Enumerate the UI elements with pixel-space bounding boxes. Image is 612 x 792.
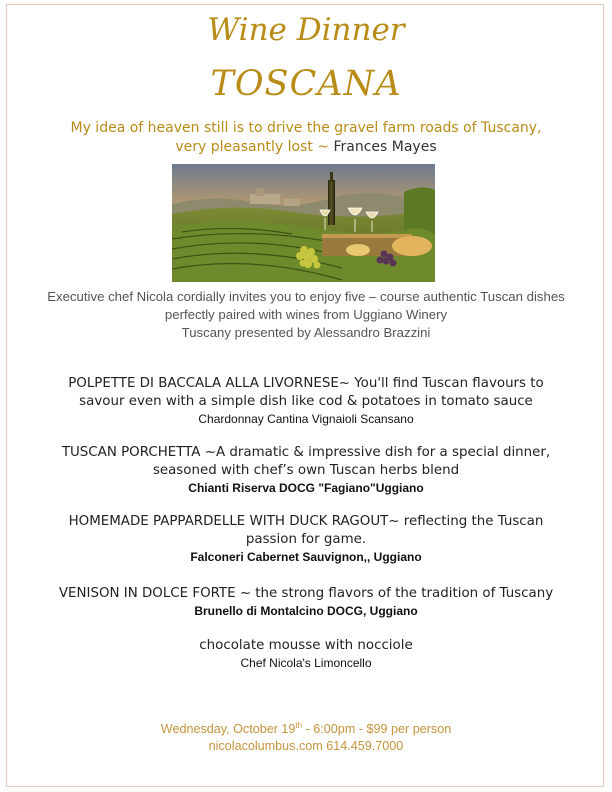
course-description-line-2: savour even with a simple dish like cod & potatoes in tomato sauce	[79, 394, 533, 409]
invitation-line-1: Executive chef Nicola cordially invites you to enjoy five – course authentic Tuscan dishes	[47, 289, 565, 304]
course-description-line-1: HOMEMADE PAPPARDELLE WITH DUCK RAGOUT~ reflecting the Tuscan	[68, 514, 544, 529]
contact-info: nicolacolumbus.com 614.459.7000	[208, 739, 404, 753]
wine-pairing: Chef Nicola's Limoncello	[240, 656, 372, 670]
tuscany-vineyard-photo	[172, 164, 435, 282]
course-4	[0, 585, 612, 619]
quote-line-1: My idea of heaven still is to drive the gravel farm roads of Tuscany,	[70, 120, 542, 136]
quote-line-2	[0, 138, 612, 157]
invitation-text	[0, 288, 612, 342]
wine-pairing: Brunello di Montalcino DOCG, Uggiano	[194, 604, 418, 618]
course-2	[0, 444, 612, 496]
event-date-price	[0, 721, 612, 736]
course-description-line-1: VENISON IN DOLCE FORTE ~ the strong flavors of the tradition of Tuscany	[58, 586, 554, 601]
course-description-line-2: seasoned with chef’s own Tuscan herbs blend	[152, 463, 460, 478]
course-description-line-1: TUSCAN PORCHETTA ~A dramatic & impressive dish for a special dinner,	[61, 445, 551, 460]
wine-pairing: Chardonnay Cantina Vignaioli Scansano	[198, 412, 414, 426]
course-description-line-2: passion for game.	[245, 532, 367, 547]
course-3	[0, 513, 612, 565]
page-subtitle: TOSCANA	[210, 64, 402, 104]
course-description-line-1: chocolate mousse with nocciole	[199, 638, 413, 653]
event-date-suffix: th	[295, 721, 303, 730]
quote-author: Frances Mayes	[333, 139, 437, 155]
event-date: Wednesday, October 19	[160, 722, 296, 737]
invitation-line-2: perfectly paired with wines from Uggiano Winery	[164, 307, 448, 322]
course-1	[0, 375, 612, 427]
invitation-line-3: Tuscany presented by Alessandro Brazzini	[181, 325, 431, 340]
quote-text: very pleasantly lost ~	[175, 139, 334, 155]
quote	[0, 119, 612, 157]
vineyard-wine-icon	[172, 164, 435, 282]
wine-pairing: Falconeri Cabernet Sauvignon,, Uggiano	[190, 550, 422, 564]
wine-pairing: Chianti Riserva DOCG "Fagiano"Uggiano	[188, 481, 424, 495]
event-time-price: - 6:00pm - $99 per person	[302, 722, 452, 737]
page-title: Wine Dinner	[207, 12, 405, 48]
course-description-line-1: POLPETTE DI BACCALA ALLA LIVORNESE~ You'll find Tuscan flavours to	[68, 376, 544, 391]
course-5	[0, 637, 612, 671]
